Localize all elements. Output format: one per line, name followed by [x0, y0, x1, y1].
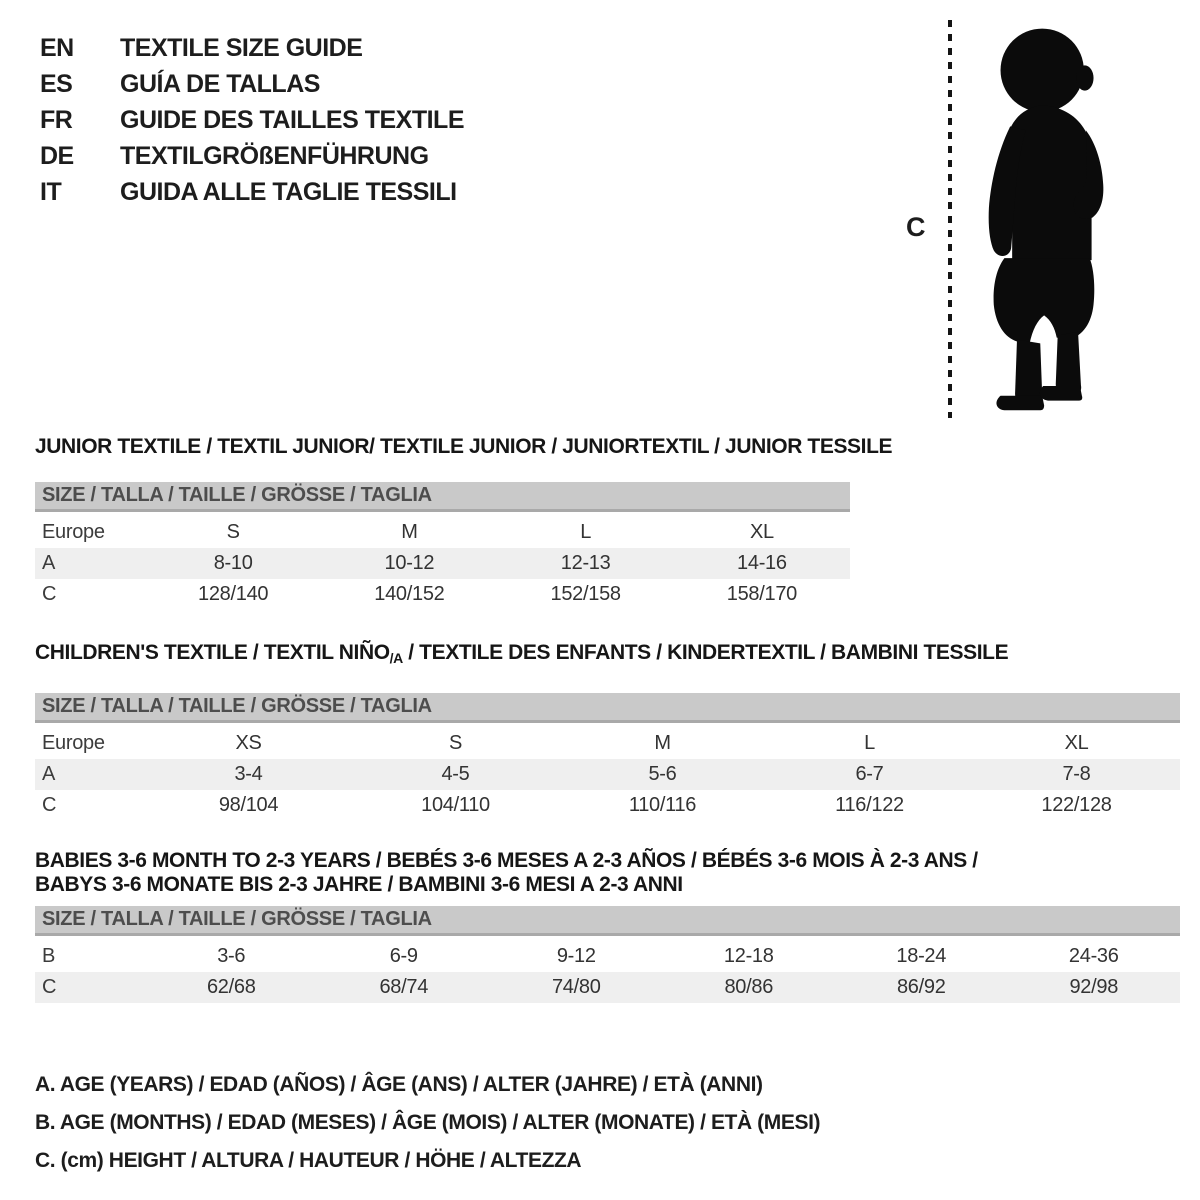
- table-row: [35, 517, 850, 548]
- lang-label-en: TEXTILE SIZE GUIDE: [120, 34, 363, 62]
- row-label: C: [42, 794, 57, 816]
- table-row: [35, 941, 1180, 972]
- babies-title-line1: BABIES 3-6 MONTH TO 2-3 YEARS / BEBÉS 3-6 MESES A 2-3 AÑOS / BÉBÉS 3-6 MOIS À 2-3 ANS /: [35, 849, 978, 872]
- age-cell: 24-36: [1068, 945, 1119, 967]
- babies-section: [35, 849, 1185, 1003]
- children-title-suffix: / TEXTILE DES ENFANTS / KINDERTEXTIL / BAMBINI TESSILE: [402, 641, 1009, 664]
- babies-title-line2: BABYS 3-6 MONATE BIS 2-3 JAHRE / BAMBINI 3-6 MESI A 2-3 ANNI: [35, 873, 683, 896]
- babies-rows: [35, 941, 1180, 1003]
- lang-code-es: ES: [40, 70, 73, 98]
- lang-label-es: GUÍA DE TALLAS: [120, 70, 320, 98]
- height-cell: 104/110: [421, 794, 490, 816]
- height-cell: 98/104: [218, 794, 279, 816]
- lang-code-it: IT: [40, 178, 62, 206]
- children-rows: [35, 728, 1180, 821]
- junior-size-header-bar: SIZE / TALLA / TAILLE / GRÖSSE / TAGLIA: [35, 482, 850, 512]
- age-cell: 6-7: [855, 763, 884, 785]
- lang-row-it: [40, 174, 464, 210]
- toddler-silhouette-icon: [960, 16, 1136, 418]
- row-label: Europe: [42, 732, 105, 754]
- height-cell: 116/122: [835, 794, 904, 816]
- size-cell: XL: [749, 521, 774, 543]
- age-cell: 3-4: [234, 763, 263, 785]
- babies-size-table: [35, 906, 1180, 1003]
- babies-section-title: [35, 849, 1185, 897]
- legend-block: [35, 1066, 820, 1180]
- junior-size-table: [35, 482, 850, 610]
- height-cell: 80/86: [724, 976, 774, 998]
- junior-section-title: JUNIOR TEXTILE / TEXTIL JUNIOR/ TEXTILE JUNIOR / JUNIORTEXTIL / JUNIOR TESSILE: [35, 435, 893, 458]
- lang-code-en: EN: [40, 34, 74, 62]
- age-cell: 4-5: [441, 763, 470, 785]
- height-cell: 140/152: [374, 583, 445, 605]
- children-size-header-bar: SIZE / TALLA / TAILLE / GRÖSSE / TAGLIA: [35, 693, 1180, 723]
- table-row: [35, 972, 1180, 1003]
- children-section-title: [35, 641, 1185, 670]
- children-section: [35, 641, 1185, 821]
- table-row: [35, 728, 1180, 759]
- lang-row-fr: [40, 102, 464, 138]
- size-cell: S: [448, 732, 463, 754]
- row-label: A: [42, 763, 56, 785]
- age-cell: 12-18: [723, 945, 774, 967]
- size-cell: XL: [1064, 732, 1089, 754]
- children-size-table: [35, 693, 1180, 821]
- age-cell: 18-24: [896, 945, 947, 967]
- lang-row-es: [40, 66, 464, 102]
- table-row: [35, 548, 850, 579]
- height-dotted-line: [948, 20, 952, 418]
- age-cell: 5-6: [648, 763, 677, 785]
- lang-label-it: GUIDA ALLE TAGLIE TESSILI: [120, 178, 457, 206]
- height-measure-label: C: [906, 212, 926, 242]
- table-row: [35, 579, 850, 610]
- language-title-block: [40, 30, 464, 210]
- height-cell: 86/92: [896, 976, 946, 998]
- size-cell: L: [864, 732, 875, 754]
- children-title-subscript: /A: [389, 650, 403, 666]
- children-title-prefix: CHILDREN'S TEXTILE / TEXTIL NIÑO: [35, 641, 390, 664]
- row-label: B: [42, 945, 56, 967]
- age-cell: 9-12: [556, 945, 596, 967]
- age-cell: 7-8: [1062, 763, 1091, 785]
- height-cell: 110/116: [628, 794, 697, 816]
- age-cell: 3-6: [217, 945, 246, 967]
- row-label: Europe: [42, 521, 105, 543]
- age-cell: 10-12: [384, 552, 435, 574]
- lang-row-en: [40, 30, 464, 66]
- height-cell: 128/140: [198, 583, 269, 605]
- legend-age-months: B. AGE (MONTHS) / EDAD (MESES) / ÂGE (MOIS) / ALTER (MONATE) / ETÀ (MESI): [35, 1111, 821, 1134]
- legend-age-years: A. AGE (YEARS) / EDAD (AÑOS) / ÂGE (ANS) / ALTER (JAHRE) / ETÀ (ANNI): [35, 1073, 763, 1096]
- lang-code-de: DE: [40, 142, 74, 170]
- table-row: [35, 790, 1180, 821]
- lang-row-de: [40, 138, 464, 174]
- lang-label-fr: GUIDE DES TAILLES TEXTILE: [120, 106, 465, 134]
- height-cell: 68/74: [379, 976, 429, 998]
- lang-label-de: TEXTILGRÖßENFÜHRUNG: [120, 142, 429, 170]
- size-cell: M: [401, 521, 418, 543]
- size-cell: XS: [235, 732, 262, 754]
- size-cell: L: [580, 521, 592, 543]
- age-cell: 6-9: [389, 945, 418, 967]
- age-cell: 8-10: [213, 552, 253, 574]
- row-label: C: [42, 583, 57, 605]
- lang-code-fr: FR: [40, 106, 73, 134]
- junior-section: [35, 435, 1185, 610]
- size-cell: S: [226, 521, 240, 543]
- height-cell: 92/98: [1069, 976, 1119, 998]
- height-cell: 74/80: [551, 976, 601, 998]
- table-row: [35, 759, 1180, 790]
- age-cell: 12-13: [560, 552, 611, 574]
- junior-rows: [35, 517, 850, 610]
- height-cell: 152/158: [550, 583, 621, 605]
- row-label: A: [42, 552, 56, 574]
- height-cell: 122/128: [1041, 794, 1112, 816]
- size-cell: M: [654, 732, 671, 754]
- age-cell: 14-16: [737, 552, 787, 574]
- babies-size-header-bar: SIZE / TALLA / TAILLE / GRÖSSE / TAGLIA: [35, 906, 1180, 936]
- height-cell: 62/68: [206, 976, 256, 998]
- height-cell: 158/170: [726, 583, 797, 605]
- row-label: C: [42, 976, 57, 998]
- legend-height-cm: C. (cm) HEIGHT / ALTURA / HAUTEUR / HÖHE / ALTEZZA: [35, 1149, 582, 1172]
